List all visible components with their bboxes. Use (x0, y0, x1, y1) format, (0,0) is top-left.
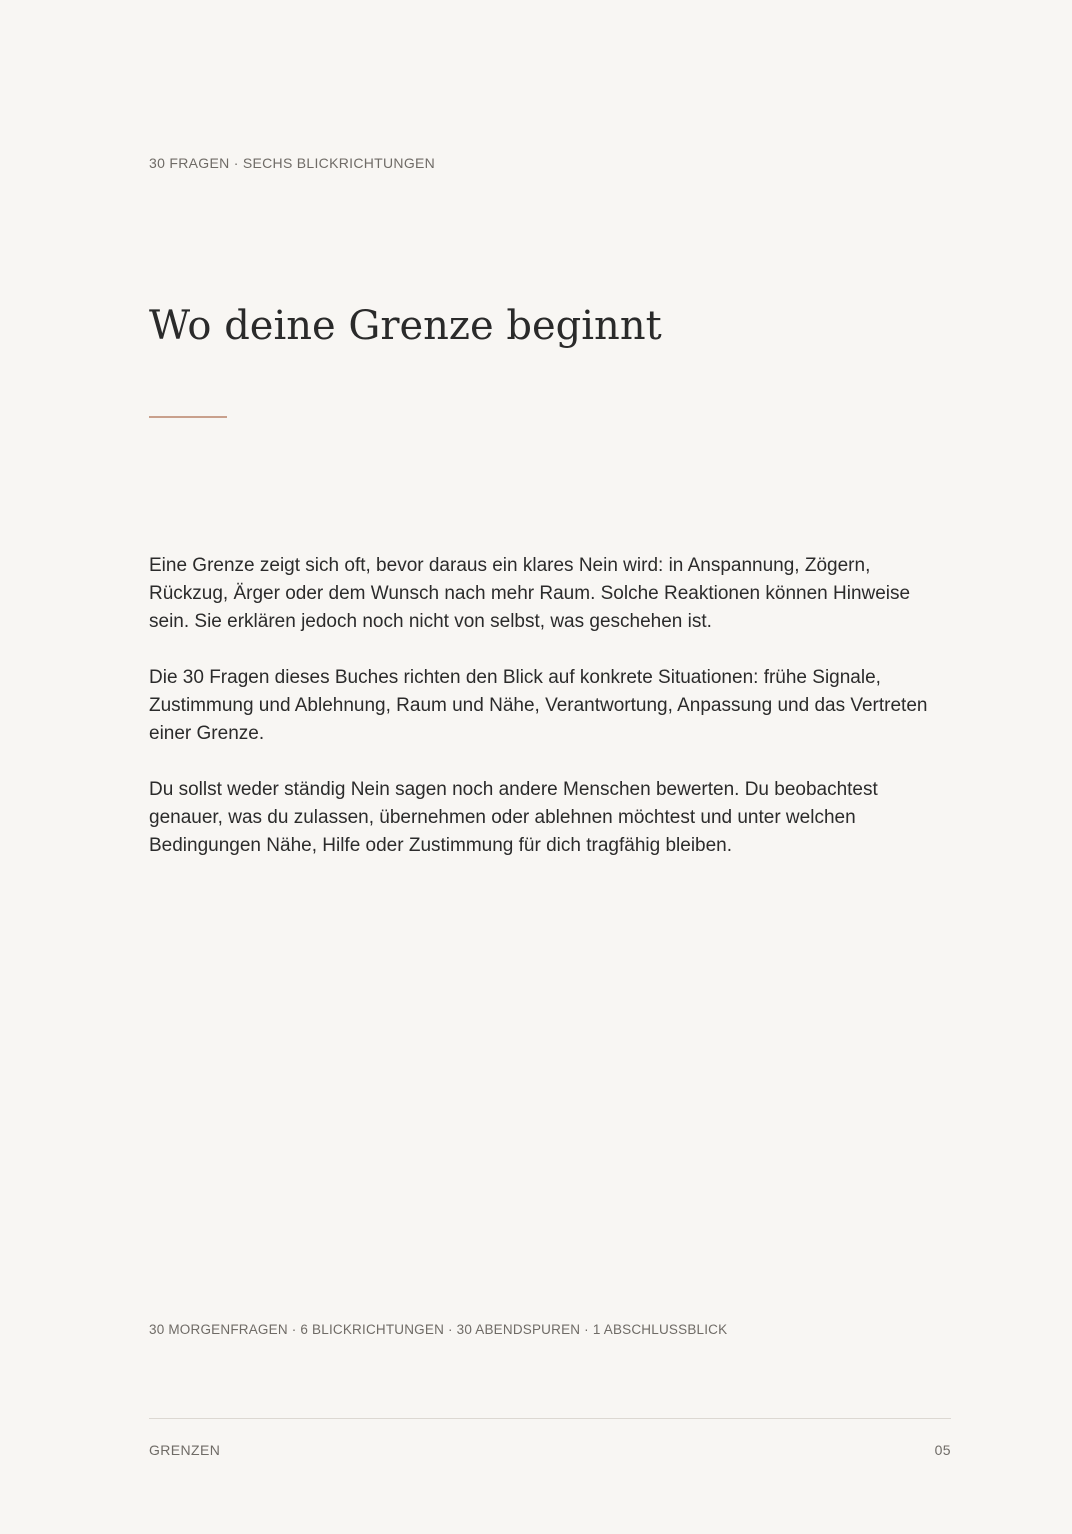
page-kicker: 30 FRAGEN · SECHS BLICKRICHTUNGEN (149, 155, 436, 171)
page-title: Wo deine Grenze beginnt (149, 303, 662, 349)
footer-divider (149, 1418, 951, 1419)
accent-divider (149, 416, 227, 418)
paragraph-2: Die 30 Fragen dieses Buches richten den Blick auf konkrete Situationen: frühe Signale, Zustimmung und Ablehnung, Raum und Nähe, Verantwortung, Anpassung und das Vertreten einer Grenze. (149, 667, 928, 744)
paragraph-3: Du sollst weder ständig Nein sagen noch andere Menschen bewerten. Du beobachtest genauer, was du zulassen, übernehmen oder ablehnen möchtest und unter welchen Bedingungen Nähe, Hilfe oder Zustimmung für dich tragfähig bleiben. (149, 779, 878, 856)
book-structure-summary: 30 MORGENFRAGEN · 6 BLICKRICHTUNGEN · 30 ABENDSPUREN · 1 ABSCHLUSSBLICK (149, 1322, 728, 1337)
intro-text (149, 552, 949, 888)
paragraph-1: Eine Grenze zeigt sich oft, bevor daraus ein klares Nein wird: in Anspannung, Zögern, Rückzug, Ärger oder dem Wunsch nach mehr Raum. Solche Reaktionen können Hinweise sein. Sie erklären jedoch noch nicht von selbst, was geschehen ist. (149, 555, 911, 632)
footer-section-label: GRENZEN (149, 1442, 221, 1458)
page-number: 05 (934, 1442, 951, 1458)
